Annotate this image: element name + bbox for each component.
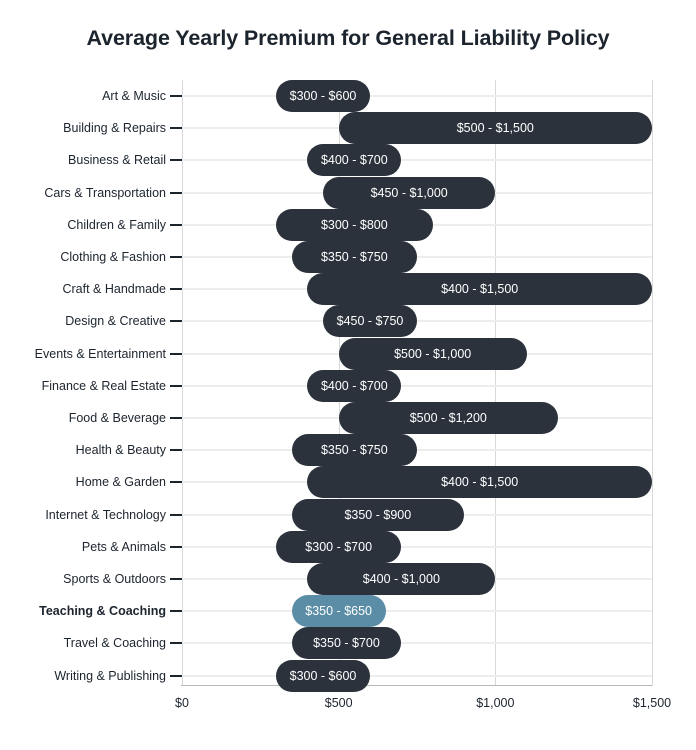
bar-row (63, 112, 652, 144)
row-track (182, 546, 652, 548)
range-bar[interactable]: $350 - $750 (292, 434, 417, 466)
category-label: Cars & Transportation (44, 185, 166, 200)
category-label: Sports & Outdoors (63, 572, 166, 586)
category-label: Writing & Publishing (54, 668, 166, 683)
y-axis-tickmark (170, 481, 182, 483)
category-label: Business & Retail (68, 153, 166, 168)
y-axis-tickmark (170, 320, 182, 322)
row-track (182, 675, 652, 677)
bar-row (68, 402, 652, 434)
bar-row (54, 660, 652, 692)
y-axis-tickmark (170, 385, 182, 387)
y-axis-tickmark (170, 514, 182, 516)
category-label: Events & Entertainment (34, 346, 166, 361)
category-label: Building & Repairs (63, 121, 166, 136)
category-label: Internet & Technology (45, 507, 166, 522)
row-track (182, 610, 652, 612)
row-track (182, 95, 652, 97)
x-tick-label: $500 (324, 696, 353, 710)
category-label: Art & Music (102, 89, 166, 103)
category-label: Food & Beverage (68, 411, 166, 425)
category-label: Craft & Handmade (62, 282, 166, 297)
bar-row (102, 80, 652, 112)
row-track (182, 320, 652, 322)
range-bar[interactable]: $400 - $1,500 (307, 273, 652, 305)
y-axis-tickmark (170, 224, 182, 226)
bar-row (45, 499, 652, 531)
range-bar[interactable]: $350 - $650 (292, 595, 386, 627)
bar-row (68, 144, 652, 176)
bar-row (75, 434, 652, 466)
category-label: Design & Creative (65, 314, 166, 329)
range-bar[interactable]: $300 - $600 (276, 80, 370, 112)
y-axis-tickmark (170, 417, 182, 419)
range-bar[interactable]: $300 - $700 (276, 531, 401, 563)
y-axis-tickmark (170, 546, 182, 548)
bar-row (39, 595, 652, 627)
y-axis-tickmark (170, 578, 182, 580)
range-bar[interactable]: $300 - $600 (276, 660, 370, 692)
category-label: Travel & Coaching (63, 636, 166, 651)
x-tick-label: $1,000 (476, 696, 515, 710)
category-label: Children & Family (67, 217, 166, 232)
row-track (182, 449, 652, 451)
category-label: Finance & Real Estate (41, 378, 166, 393)
range-bar[interactable]: $350 - $700 (292, 627, 402, 659)
x-tick-label: $1,500 (632, 696, 672, 710)
category-label: Home & Garden (75, 475, 166, 490)
y-axis-tickmark (170, 288, 182, 290)
y-axis-tickmark (170, 192, 182, 194)
range-bar[interactable]: $500 - $1,200 (339, 402, 558, 434)
x-tick-label: $0 (175, 696, 189, 710)
plot-area (34, 80, 672, 710)
y-axis-tickmark (170, 449, 182, 451)
row-track (182, 256, 652, 258)
y-axis-tickmark (170, 642, 182, 644)
range-bar[interactable]: $500 - $1,000 (339, 338, 527, 370)
category-label: Teaching & Coaching (39, 604, 166, 619)
chart-title: Average Yearly Premium for General Liability Policy (86, 26, 610, 50)
y-axis-tickmark (170, 256, 182, 258)
bar-row (63, 563, 652, 595)
y-axis-tickmark (170, 353, 182, 355)
row-track (182, 385, 652, 387)
y-axis-tickmark (170, 95, 182, 97)
bar-row (44, 177, 652, 209)
bar-row (60, 241, 652, 273)
y-axis-tickmark (170, 159, 182, 161)
bar-row (63, 627, 652, 659)
range-bar[interactable]: $450 - $750 (323, 305, 417, 337)
y-axis-tickmark (170, 127, 182, 129)
bar-row (81, 531, 652, 563)
range-bar[interactable]: $350 - $900 (292, 499, 464, 531)
range-bar[interactable]: $500 - $1,500 (339, 112, 652, 144)
bar-row (34, 338, 652, 370)
range-bar[interactable]: $400 - $1,500 (307, 466, 652, 498)
y-axis-tickmark (170, 610, 182, 612)
bar-row (75, 466, 652, 498)
row-track (182, 159, 652, 161)
gridline (652, 80, 653, 686)
range-bar[interactable]: $400 - $1,000 (307, 563, 495, 595)
range-bar[interactable]: $300 - $800 (276, 209, 433, 241)
category-label: Clothing & Fashion (60, 250, 166, 264)
row-track (182, 642, 652, 644)
category-label: Pets & Animals (81, 539, 166, 554)
y-axis-tickmark (170, 675, 182, 677)
category-label: Health & Beauty (75, 443, 166, 458)
bar-row (67, 209, 652, 241)
range-bar[interactable]: $450 - $1,000 (323, 177, 495, 209)
bar-row (62, 273, 652, 305)
range-bar[interactable]: $400 - $700 (307, 144, 401, 176)
bar-row (41, 370, 652, 402)
range-bar[interactable]: $350 - $750 (292, 241, 417, 273)
range-bar[interactable]: $400 - $700 (307, 370, 401, 402)
bar-row (65, 305, 652, 337)
